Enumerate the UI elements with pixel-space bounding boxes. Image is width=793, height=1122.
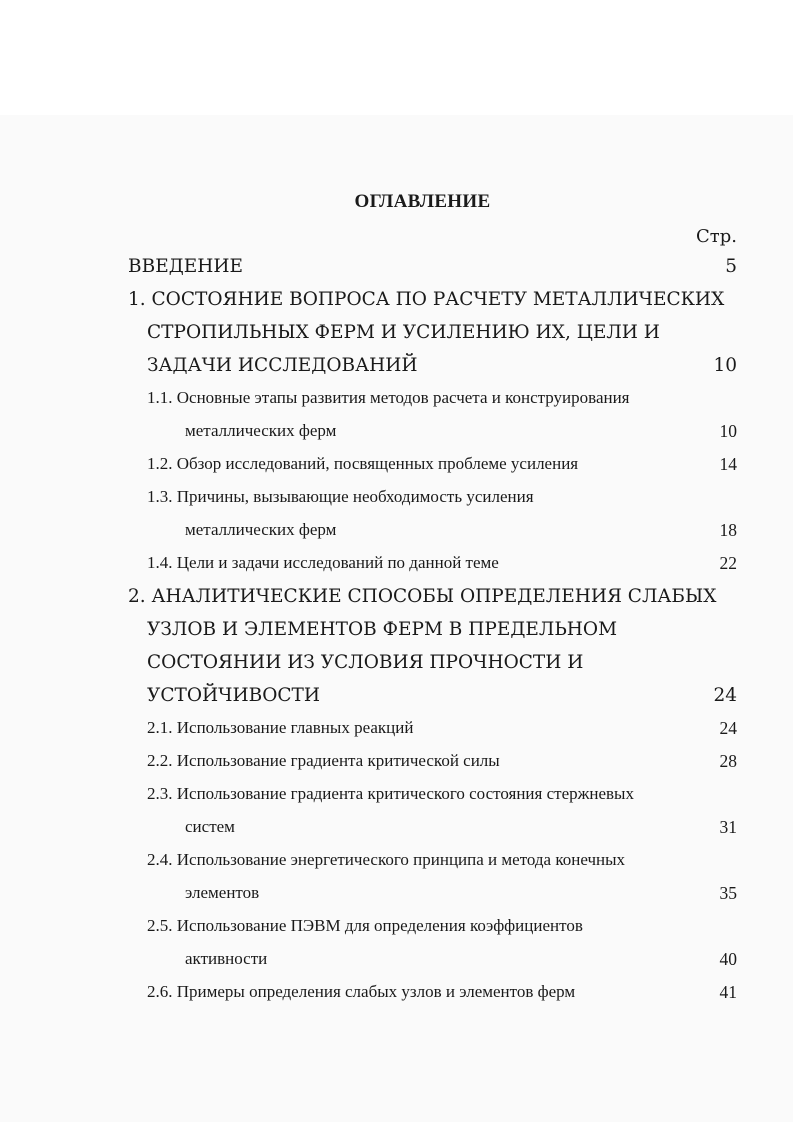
toc-entry-section-2-6	[0, 982, 793, 1015]
toc-entry-page: 35	[719, 883, 737, 903]
toc-entry-text: 2.5. Использование ПЭВМ для определения коэффициентов	[147, 916, 583, 935]
toc-entry-section-1-2	[0, 454, 793, 487]
toc-entry-page: 14	[719, 454, 737, 474]
toc-entry-section-1-3-cont	[0, 520, 793, 553]
toc-entry-section-1-3	[0, 487, 793, 520]
toc-entry-section-2-5	[0, 916, 793, 949]
toc-entry-page: 24	[719, 718, 737, 738]
toc-entry-page: 10	[713, 355, 737, 376]
toc-entry-section-2-4-cont	[0, 883, 793, 916]
toc-entry-page: 28	[719, 751, 737, 771]
toc-entry-text: ЗАДАЧИ ИССЛЕДОВАНИЙ	[147, 355, 418, 376]
toc-entry-text: металлических ферм	[185, 520, 337, 539]
toc-entry-section-2-3-cont	[0, 817, 793, 850]
toc-entry-text: 2.6. Примеры определения слабых узлов и элементов ферм	[147, 982, 576, 1001]
toc-entry-text: УЗЛОВ И ЭЛЕМЕНТОВ ФЕРМ В ПРЕДЕЛЬНОМ	[147, 619, 618, 640]
toc-entry-text: элементов	[185, 883, 260, 902]
toc-entry-text: СОСТОЯНИИ ИЗ УСЛОВИЯ ПРОЧНОСТИ И	[147, 652, 584, 673]
toc-entry-section-2-1	[0, 718, 793, 751]
page-column-label: Стр.	[696, 226, 737, 247]
toc-entry-page: 31	[719, 817, 737, 837]
toc-entry-page: 24	[713, 685, 737, 706]
toc-entry-page: 18	[719, 520, 737, 540]
toc-entry-text: 2.1. Использование главных реакций	[147, 718, 414, 737]
toc-entry-section-1-1	[0, 388, 793, 421]
toc-entry-text: 1.2. Обзор исследований, посвященных проблеме усиления	[147, 454, 579, 473]
toc-entry-text: СТРОПИЛЬНЫХ ФЕРМ И УСИЛЕНИЮ ИХ, ЦЕЛИ И	[147, 322, 660, 343]
toc-entry-chapter-2	[0, 586, 793, 619]
toc-entry-chapter-2-cont	[0, 652, 793, 685]
toc-entry-chapter-1-cont	[0, 322, 793, 355]
toc-entry-section-2-2	[0, 751, 793, 784]
toc-entry-text: 1.3. Причины, вызывающие необходимость усиления	[147, 487, 534, 506]
toc-entry-text: металлических ферм	[185, 421, 337, 440]
toc-entry-text: 2.2. Использование градиента критической силы	[147, 751, 500, 770]
toc-entry-page: 41	[719, 982, 737, 1002]
toc-entry-chapter-2-cont	[0, 685, 793, 718]
toc-entry-section-1-4	[0, 553, 793, 586]
toc-title: ОГЛАВЛЕНИЕ	[354, 191, 491, 212]
toc-entry-chapter-2-cont	[0, 619, 793, 652]
toc-entry-text: систем	[185, 817, 235, 836]
toc-entry-text: 1.1. Основные этапы развития методов расчета и конструирования	[147, 388, 630, 407]
toc-entry-section-2-5-cont	[0, 949, 793, 982]
toc-entry-section-2-4	[0, 850, 793, 883]
toc-entry-chapter-1	[0, 289, 793, 322]
toc-entry-text: 1. СОСТОЯНИЕ ВОПРОСА ПО РАСЧЕТУ МЕТАЛЛИЧЕСКИХ	[128, 289, 725, 310]
toc-entry-text: УСТОЙЧИВОСТИ	[147, 685, 320, 706]
toc-entry-text: активности	[185, 949, 268, 968]
toc-entry-text: ВВЕДЕНИЕ	[128, 256, 244, 277]
toc-entry-text: 2.3. Использование градиента критического состояния стержневых	[147, 784, 634, 803]
toc-entry-page: 22	[719, 553, 737, 573]
toc-entry-text: 2.4. Использование энергетического принципа и метода конечных	[147, 850, 626, 869]
toc-entry-page: 5	[725, 256, 737, 277]
toc-entry-chapter-1-cont	[0, 355, 793, 388]
toc-entry-text: 2. АНАЛИТИЧЕСКИЕ СПОСОБЫ ОПРЕДЕЛЕНИЯ СЛАБЫХ	[128, 586, 717, 607]
toc-entry-introduction	[0, 256, 793, 289]
toc-entry-text: 1.4. Цели и задачи исследований по данной теме	[147, 553, 499, 572]
toc-entry-page: 40	[719, 949, 737, 969]
toc-entry-section-2-3	[0, 784, 793, 817]
toc-entry-page: 10	[719, 421, 737, 441]
toc-entry-section-1-1-cont	[0, 421, 793, 454]
